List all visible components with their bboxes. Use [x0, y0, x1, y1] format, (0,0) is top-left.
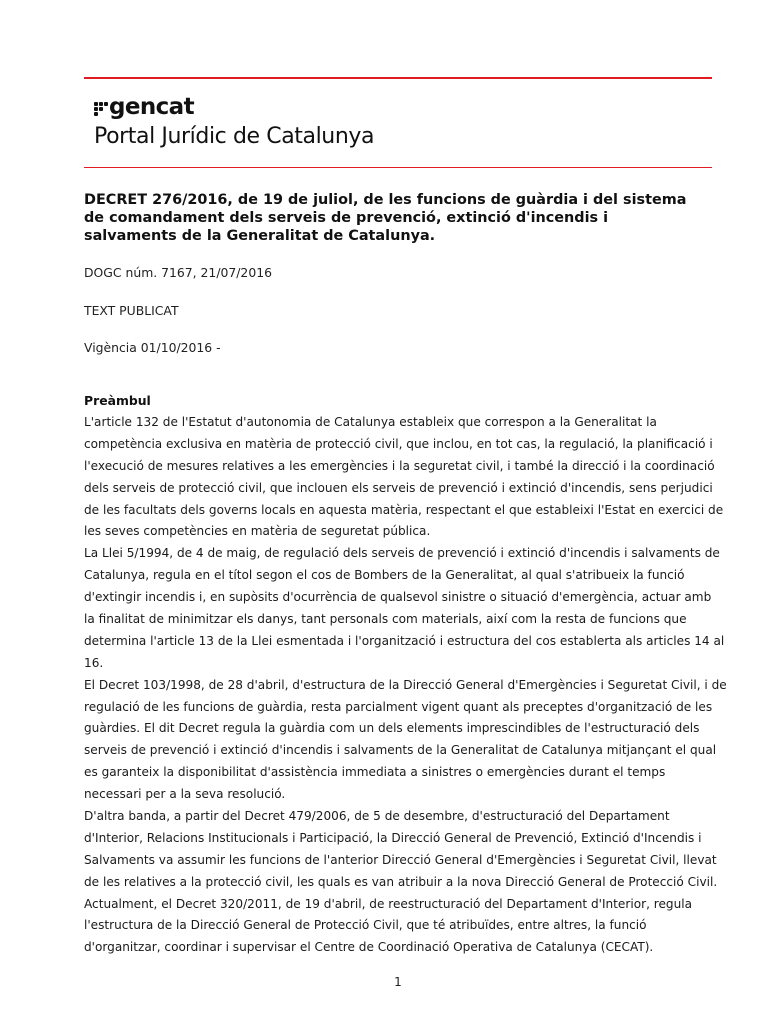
text-line: de les facultats dels governs locals en aquesta matèria, respectant el que estableixi l'Estat en exercici de — [84, 502, 724, 517]
text-line: regulació de les funcions de guàrdia, resta parcialment vigent quant als preceptes d'organització de les — [84, 699, 713, 714]
text-line: d'Interior, Relacions Institucionals i Participació, la Direcció General de Prevenció, Extinció d'Incendis i — [84, 830, 702, 845]
dogc-reference: DOGC núm. 7167, 21/07/2016 — [84, 265, 272, 280]
text-line: serveis de prevenció i extinció d'incendis i salvaments de la Generalitat de Catalunya mitjançant el qual — [84, 743, 717, 758]
text-line: El Decret 103/1998, de 28 d'abril, d'estructura de la Direcció General d'Emergències i Seguretat Civil, i de — [84, 677, 727, 692]
text-line: D'altra banda, a partir del Decret 479/2006, de 5 de desembre, d'estructuració del Departament — [84, 809, 670, 824]
brand-name: gencat — [109, 94, 194, 120]
validity-period: Vigència 01/10/2016 - — [84, 340, 221, 355]
text-line: guàrdies. El dit Decret regula la guàrdia com un dels elements imprescindibles de l'estructuració dels — [84, 721, 700, 736]
publication-status: TEXT PUBLICAT — [84, 303, 179, 318]
text-line: l'estructura de la Direcció General de Protecció Civil, que té atribuïdes, entre altres, la funció — [84, 918, 647, 933]
text-line: la finalitat de minimitzar els danys, tant personals com materials, així com la resta de funcions que — [84, 612, 687, 627]
text-line: Salvaments va assumir les funcions de l'anterior Direcció General d'Emergències i Seguretat Civil, llevat — [84, 852, 717, 867]
portal-title: Portal Jurídic de Catalunya — [94, 124, 375, 149]
gencat-mark-icon — [94, 102, 108, 116]
section-heading-preamble: Preàmbul — [84, 393, 151, 408]
text-line: les seves competències en matèria de seguretat pública. — [84, 524, 431, 539]
text-line: dels serveis de protecció civil, que inclouen els serveis de prevenció i extinció d'incendis, sens perjudici — [84, 480, 713, 495]
text-line: determina l'article 13 de la Llei esmentada i l'organització i estructura del cos establerta als articles 14 al — [84, 633, 725, 648]
text-line: Catalunya, regula en el títol segon el cos de Bombers de la Generalitat, al qual s'atribueix la funció — [84, 568, 685, 583]
text-line: es garanteix la disponibilitat d'assistència immediata a sinistres o emergències durant el temps — [84, 765, 666, 780]
header-bottom-rule — [84, 167, 712, 168]
text-line: competència exclusiva en matèria de protecció civil, que inclou, en tot cas, la regulació, la planificació i — [84, 436, 713, 451]
document-title: DECRET 276/2016, de 19 de juliol, de les funcions de guàrdia i del sistema de comandament dels serveis de prevenció, extinció d'incendis i salvaments de la Generalitat de Catalunya. — [84, 192, 687, 244]
preamble-body — [84, 412, 727, 959]
text-line: Actualment, el Decret 320/2011, de 19 d'abril, de reestructuració del Departament d'Interior, regula — [84, 896, 693, 911]
header-top-rule — [84, 77, 712, 79]
text-line: L'article 132 de l'Estatut d'autonomia de Catalunya estableix que correspon a la Generalitat la — [84, 415, 657, 429]
text-line: 16. — [84, 655, 104, 670]
text-line: de les relatives a la protecció civil, les quals es van atribuir a la nova Direcció General de Protecció Civil. — [84, 874, 718, 889]
text-line: d'extingir incendis i, en supòsits d'ocurrència de qualsevol sinistre o situació d'emergència, actuar amb — [84, 590, 712, 605]
text-line: d'organitzar, coordinar i supervisar el Centre de Coordinació Operativa de Catalunya (CECAT). — [84, 940, 654, 955]
text-line: l'execució de mesures relatives a les emergències i la seguretat civil, i també la direcció i la coordinació — [84, 458, 715, 473]
page-number: 1 — [394, 975, 402, 989]
text-line: necessari per a la seva resolució. — [84, 787, 286, 802]
gencat-logo — [94, 94, 194, 120]
text-line: La Llei 5/1994, de 4 de maig, de regulació dels serveis de prevenció i extinció d'incendis i salvaments de — [84, 546, 720, 561]
